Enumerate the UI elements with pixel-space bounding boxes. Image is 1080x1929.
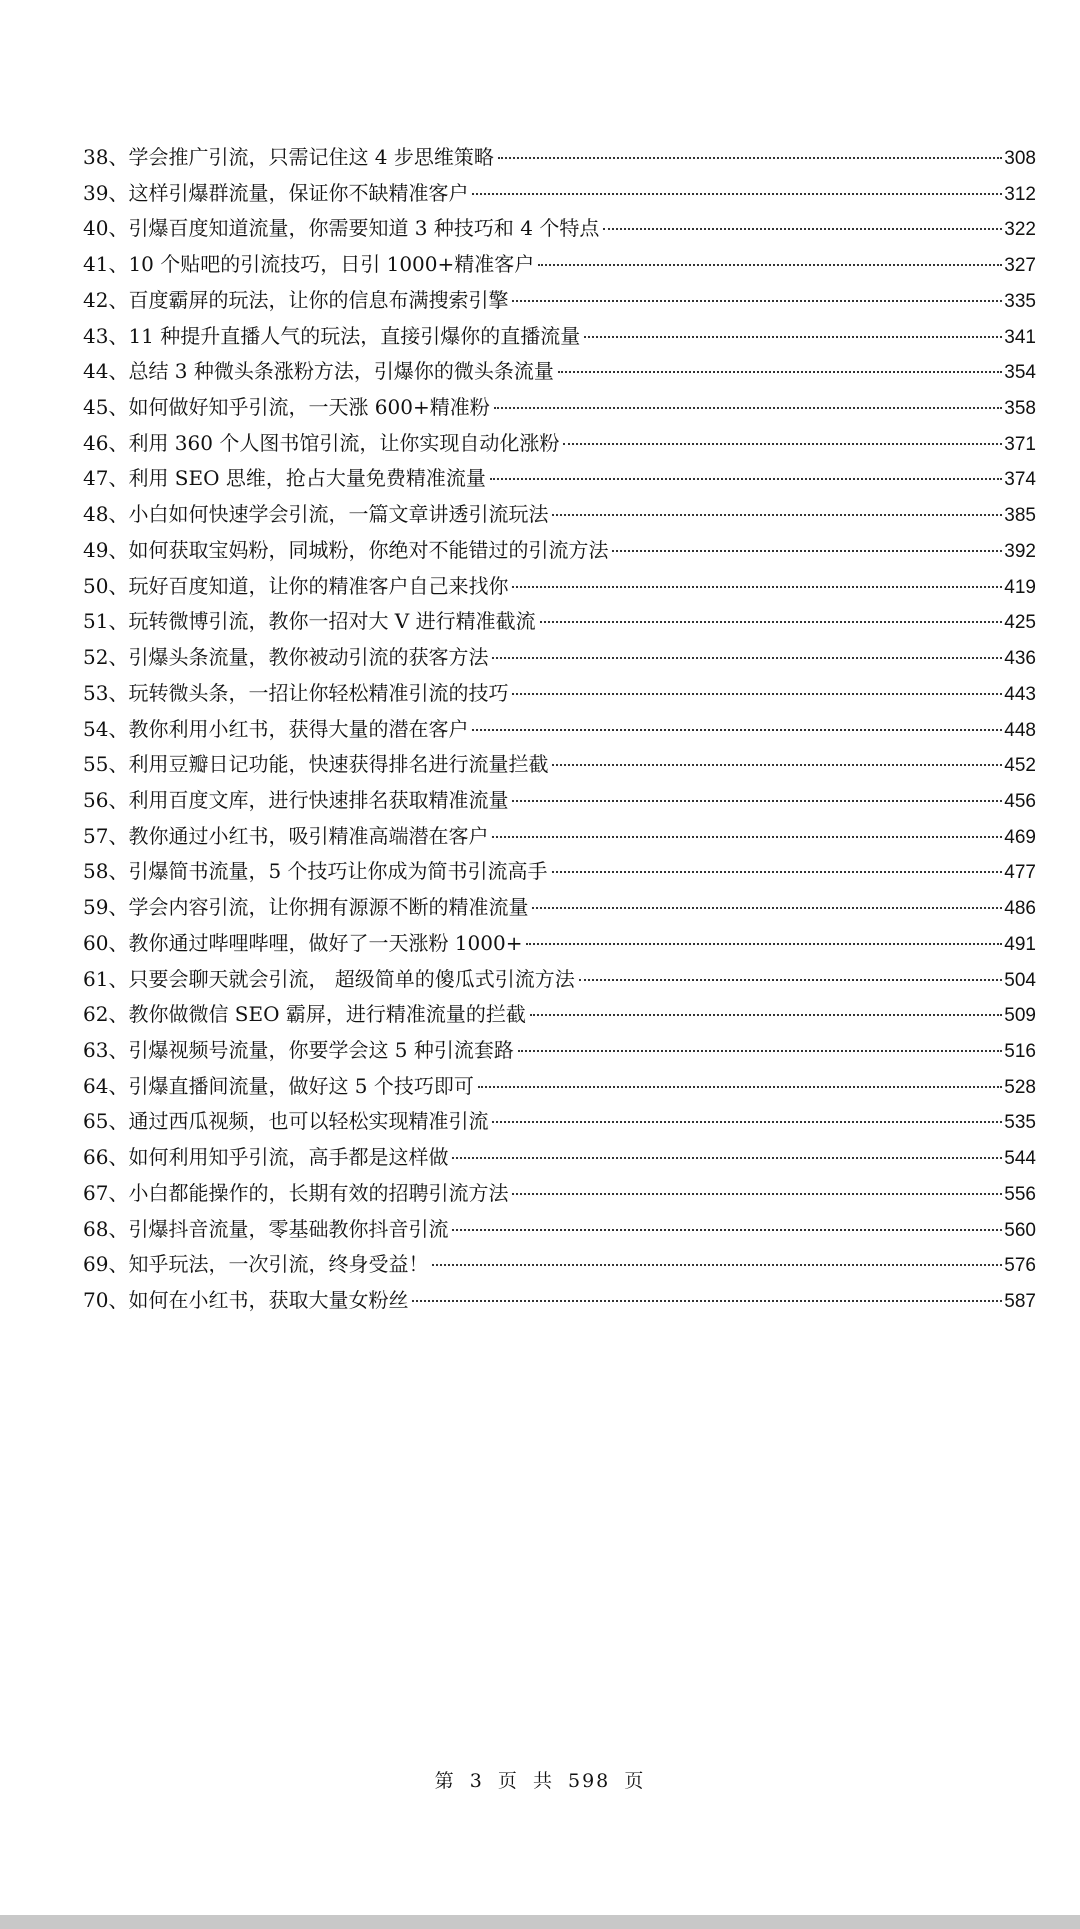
toc-entry-title: 41、10 个贴吧的引流技巧，日引 1000+精准客户 <box>83 252 535 277</box>
toc-dot-leader <box>526 943 1002 945</box>
toc-entry-page-number: 371 <box>1004 433 1036 455</box>
toc-entry-page-number: 587 <box>1004 1291 1036 1312</box>
toc-entry-title: 38、学会推广引流，只需记住这 4 步思维策略 <box>83 145 494 169</box>
toc-dot-leader <box>452 1229 1002 1231</box>
toc-entry-title: 47、利用 SEO 思维，抢占大量免费精准流量 <box>83 466 486 491</box>
toc-entry-page-number: 308 <box>1004 148 1036 169</box>
toc-dot-leader <box>512 300 1002 302</box>
toc-entry[interactable] <box>83 712 1036 748</box>
toc-entry-page-number: 452 <box>1004 755 1036 777</box>
toc-dot-leader <box>530 1014 1002 1016</box>
toc-entry[interactable] <box>83 1283 1036 1319</box>
toc-dot-leader <box>552 514 1002 516</box>
toc-entry-title: 69、知乎玩法，一次引流，终身受益！ <box>83 1252 429 1277</box>
toc-dot-leader <box>603 228 1002 230</box>
toc-entry-page-number: 436 <box>1004 648 1036 670</box>
toc-entry-title: 59、学会内容引流，让你拥有源源不断的精准流量 <box>83 895 529 920</box>
toc-entry-title: 52、引爆头条流量，教你被动引流的获客方法 <box>83 645 489 670</box>
toc-entry-page-number: 509 <box>1004 1005 1036 1027</box>
toc-dot-leader <box>579 979 1002 981</box>
toc-entry[interactable] <box>83 1069 1036 1105</box>
toc-entry-page-number: 312 <box>1004 183 1036 205</box>
toc-entry-page-number: 535 <box>1004 1112 1036 1134</box>
footer-total-pages: 598 <box>568 1770 611 1792</box>
toc-entry-page-number: 335 <box>1004 290 1036 312</box>
toc-entry-page-number: 322 <box>1004 219 1036 241</box>
toc-entry[interactable] <box>83 604 1036 640</box>
toc-dot-leader <box>584 336 1002 338</box>
toc-entry-page-number: 504 <box>1004 969 1036 991</box>
toc-entry-page-number: 374 <box>1004 469 1036 491</box>
toc-entry-title: 57、教你通过小红书，吸引精准高端潜在客户 <box>83 823 489 848</box>
toc-entry-page-number: 486 <box>1004 898 1036 920</box>
toc-entry[interactable] <box>83 533 1036 569</box>
toc-entry-page-number: 385 <box>1004 505 1036 527</box>
toc-dot-leader <box>432 1264 1002 1266</box>
toc-entry[interactable] <box>83 962 1036 998</box>
toc-entry-page-number: 576 <box>1004 1255 1036 1277</box>
toc-entry[interactable] <box>83 747 1036 783</box>
toc-entry[interactable] <box>83 497 1036 533</box>
toc-entry[interactable] <box>83 354 1036 390</box>
toc-dot-leader <box>492 836 1002 838</box>
toc-entry[interactable] <box>83 1033 1036 1069</box>
footer-total-unit: 页 <box>624 1770 646 1792</box>
toc-dot-leader <box>540 621 1003 623</box>
toc-entry[interactable] <box>83 247 1036 283</box>
toc-entry-title: 60、教你通过哔哩哔哩，做好了一天涨粉 1000+ <box>83 930 523 955</box>
toc-dot-leader <box>478 1086 1002 1088</box>
toc-entry[interactable] <box>83 1212 1036 1248</box>
toc-entry-page-number: 327 <box>1004 255 1036 277</box>
toc-entry-title: 48、小白如何快速学会引流，一篇文章讲透引流玩法 <box>83 502 549 527</box>
toc-entry-page-number: 560 <box>1004 1219 1036 1241</box>
toc-entry-page-number: 443 <box>1004 683 1036 705</box>
toc-entry-title: 56、利用百度文库，进行快速排名获取精准流量 <box>83 787 509 812</box>
toc-entry-page-number: 544 <box>1004 1148 1036 1170</box>
toc-dot-leader <box>490 478 1002 480</box>
toc-dot-leader <box>558 371 1002 373</box>
toc-dot-leader <box>472 193 1002 195</box>
toc-dot-leader <box>492 1121 1002 1123</box>
toc-entry[interactable] <box>83 390 1036 426</box>
page-footer <box>0 1766 1080 1793</box>
toc-entry-title: 44、总结 3 种微头条涨粉方法，引爆你的微头条流量 <box>83 359 554 384</box>
toc-entry-title: 63、引爆视频号流量，你要学会这 5 种引流套路 <box>83 1037 514 1062</box>
toc-entry[interactable] <box>83 997 1036 1033</box>
toc-entry[interactable] <box>83 926 1036 962</box>
toc-entry[interactable] <box>83 1176 1036 1212</box>
toc-entry[interactable] <box>83 1247 1036 1283</box>
toc-entry-title: 66、如何利用知乎引流，高手都是这样做 <box>83 1145 449 1170</box>
toc-dot-leader <box>412 1300 1002 1302</box>
toc-dot-leader <box>532 907 1002 909</box>
table-of-contents <box>83 140 1036 1319</box>
toc-entry[interactable] <box>83 640 1036 676</box>
toc-dot-leader <box>512 693 1002 695</box>
toc-entry-title: 61、只要会聊天就会引流， 超级简单的傻瓜式引流方法 <box>83 966 575 991</box>
toc-entry-title: 49、如何获取宝妈粉，同城粉，你绝对不能错过的引流方法 <box>83 537 609 562</box>
footer-current-page: 3 <box>469 1770 484 1792</box>
toc-entry-title: 54、教你利用小红书，获得大量的潜在客户 <box>83 716 469 741</box>
toc-entry[interactable] <box>83 283 1036 319</box>
toc-entry-page-number: 425 <box>1004 612 1036 634</box>
toc-entry-title: 46、利用 360 个人图书馆引流，让你实现自动化涨粉 <box>83 430 560 455</box>
toc-entry[interactable] <box>83 461 1036 497</box>
toc-entry[interactable] <box>83 1140 1036 1176</box>
toc-entry-title: 58、引爆简书流量，5 个技巧让你成为简书引流高手 <box>83 859 548 884</box>
toc-entry[interactable] <box>83 783 1036 819</box>
toc-entry[interactable] <box>83 211 1036 247</box>
toc-dot-leader <box>563 443 1002 445</box>
toc-entry-title: 55、利用豆瓣日记功能，快速获得排名进行流量拦截 <box>83 752 549 777</box>
toc-dot-leader <box>552 871 1003 873</box>
toc-dot-leader <box>498 157 1002 159</box>
toc-entry[interactable] <box>83 854 1036 890</box>
toc-entry-title: 43、11 种提升直播人气的玩法，直接引爆你的直播流量 <box>83 323 581 348</box>
toc-entry-title: 53、玩转微头条，一招让你轻松精准引流的技巧 <box>83 680 509 705</box>
toc-entry-title: 45、如何做好知乎引流，一天涨 600+精准粉 <box>83 395 490 420</box>
toc-entry-title: 50、玩好百度知道，让你的精准客户自己来找你 <box>83 573 509 598</box>
toc-entry-title: 64、引爆直播间流量，做好这 5 个技巧即可 <box>83 1073 474 1098</box>
toc-dot-leader <box>492 657 1002 659</box>
toc-dot-leader <box>518 1050 1002 1052</box>
toc-entry[interactable] <box>83 1104 1036 1140</box>
toc-entry-title: 70、如何在小红书，获取大量女粉丝 <box>83 1288 409 1312</box>
toc-entry[interactable] <box>83 569 1036 605</box>
footer-prefix: 第 <box>434 1770 456 1792</box>
toc-entry-page-number: 491 <box>1004 933 1036 955</box>
toc-entry-page-number: 556 <box>1004 1183 1036 1205</box>
toc-entry[interactable] <box>83 176 1036 212</box>
footer-total-prefix: 共 <box>532 1770 554 1792</box>
toc-entry[interactable] <box>83 890 1036 926</box>
toc-entry-page-number: 354 <box>1004 362 1036 384</box>
toc-entry[interactable] <box>83 819 1036 855</box>
toc-entry-page-number: 358 <box>1004 398 1036 420</box>
toc-dot-leader <box>472 729 1002 731</box>
toc-entry-title: 65、通过西瓜视频，也可以轻松实现精准引流 <box>83 1109 489 1134</box>
toc-dot-leader <box>512 586 1002 588</box>
footer-page-unit: 页 <box>497 1770 519 1792</box>
toc-entry-page-number: 469 <box>1004 826 1036 848</box>
toc-entry-page-number: 341 <box>1004 326 1036 348</box>
toc-dot-leader <box>512 1193 1002 1195</box>
toc-entry-page-number: 392 <box>1004 540 1036 562</box>
toc-entry-title: 42、百度霸屏的玩法，让你的信息布满搜索引擎 <box>83 287 509 312</box>
toc-dot-leader <box>512 800 1002 802</box>
toc-entry[interactable] <box>83 319 1036 355</box>
toc-dot-leader <box>538 264 1002 266</box>
toc-entry-page-number: 448 <box>1004 719 1036 741</box>
toc-entry[interactable] <box>83 140 1036 176</box>
toc-dot-leader <box>612 550 1002 552</box>
toc-dot-leader <box>452 1157 1002 1159</box>
toc-dot-leader <box>552 764 1002 766</box>
toc-entry-page-number: 528 <box>1004 1076 1036 1098</box>
toc-entry-title: 40、引爆百度知道流量，你需要知道 3 种技巧和 4 个特点 <box>83 216 600 241</box>
toc-entry-page-number: 456 <box>1004 790 1036 812</box>
toc-entry-page-number: 419 <box>1004 576 1036 598</box>
toc-entry-page-number: 477 <box>1004 862 1036 884</box>
toc-entry[interactable] <box>83 676 1036 712</box>
toc-entry-title: 39、这样引爆群流量，保证你不缺精准客户 <box>83 180 469 205</box>
toc-entry-title: 67、小白都能操作的，长期有效的招聘引流方法 <box>83 1180 509 1205</box>
toc-entry-page-number: 516 <box>1004 1040 1036 1062</box>
toc-entry-title: 68、引爆抖音流量，零基础教你抖音引流 <box>83 1216 449 1241</box>
toc-dot-leader <box>494 407 1003 409</box>
toc-entry-title: 51、玩转微博引流，教你一招对大 V 进行精准截流 <box>83 609 536 634</box>
toc-entry[interactable] <box>83 426 1036 462</box>
viewer-bottom-bar <box>0 1915 1080 1929</box>
toc-entry-title: 62、教你做微信 SEO 霸屏，进行精准流量的拦截 <box>83 1002 526 1027</box>
